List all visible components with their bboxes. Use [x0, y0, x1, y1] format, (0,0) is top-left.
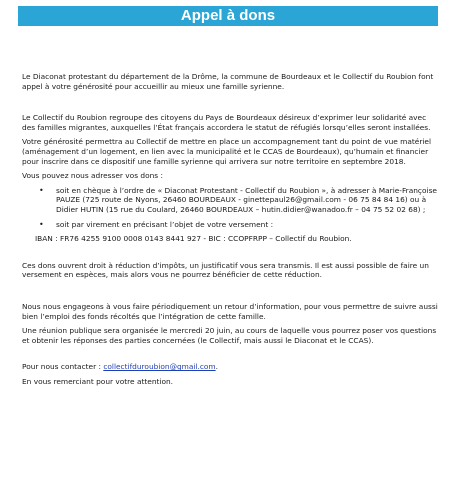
contact-label: Pour nous contacter : [22, 362, 104, 372]
generosite-paragraph: Votre générosité permettra au Collectif de mettre en place un accompagnement tant du point de vue matériel (aménagement d’un logement, en lien avec la municipalité et le CCAS de Bourdeaux), qu’humain et financier pour inscrire dans ce dispositif une famille syrienne qui arrivera sur notre territoire en septembre 2018. [22, 137, 432, 166]
collectif-paragraph: Le Collectif du Roubion regroupe des citoyens du Pays de Bourdeaux désireux d’exprimer leur solidarité avec des familles migrantes, auxquelles l’État français accordera le statut de réfugiés lorsqu’elles seront installées. [22, 113, 431, 132]
merci-line: En vous remerciant pour votre attention. [22, 376, 174, 386]
contact-suffix: . [215, 362, 218, 372]
reunion-paragraph: Une réunion publique sera organisée le mercredi 20 juin, au cours de laquelle vous pourrez poser vos questions et obtenir les réponses des parties concernées (le Collectif, mais aussi le Diaconat et le CCAS). [22, 326, 437, 345]
impots-paragraph: Ces dons ouvrent droit à réduction d’impôts, un justificatif vous sera transmis. Il est aussi possible de faire un versement en espèces, mais alors vous ne pourrez bénéficier de cette réduction. [22, 260, 429, 280]
cheque-text: soit en chèque à l’ordre de « Diaconat Protestant - Collectif du Roubion », à adresser à Marie-Françoise PAUZE (725 route de Nyons, 26460 BOURDEAUX - ginettepaul26@gmail.com - 06 75 84 84 16) ou à Didier HUTIN (15 rue du Coulard, 26460 BOURDEAUX – hutin.didier@wanadoo.fr – 04 75 52 02 68) ; [56, 185, 437, 214]
virement-text: soit par virement en précisant l’objet de votre versement : [56, 219, 274, 229]
engagement-paragraph: Nous nous engageons à vous faire périodiquement un retour d’information, pour vous permettre de suivre aussi bien l’emploi des fonds récoltés que l’intégration de cette famille. [22, 301, 438, 321]
letter-body [22, 72, 440, 386]
contact-line [22, 362, 440, 372]
bullet-icon: • [39, 185, 44, 195]
contact-email-link[interactable]: collectifduroubion@gmail.com [103, 362, 216, 372]
intro-paragraph: Le Diaconat protestant du département de la Drôme, la commune de Bourdeaux et le Collectif du Roubion font appel à votre générosité pour accueillir au mieux une famille syrienne. [22, 72, 434, 91]
list-item-cheque [25, 186, 440, 215]
page-title: Appel à dons [180, 7, 276, 24]
list-item-virement [25, 220, 440, 230]
iban-line: IBAN : FR76 4255 9100 0008 0143 8441 927 - BIC : CCOPFRPP – Collectif du Roubion. [35, 234, 352, 244]
bullet-icon: • [39, 219, 44, 229]
adresser-paragraph: Vous pouvez nous adresser vos dons : [22, 171, 163, 181]
page-title-banner [18, 6, 438, 26]
